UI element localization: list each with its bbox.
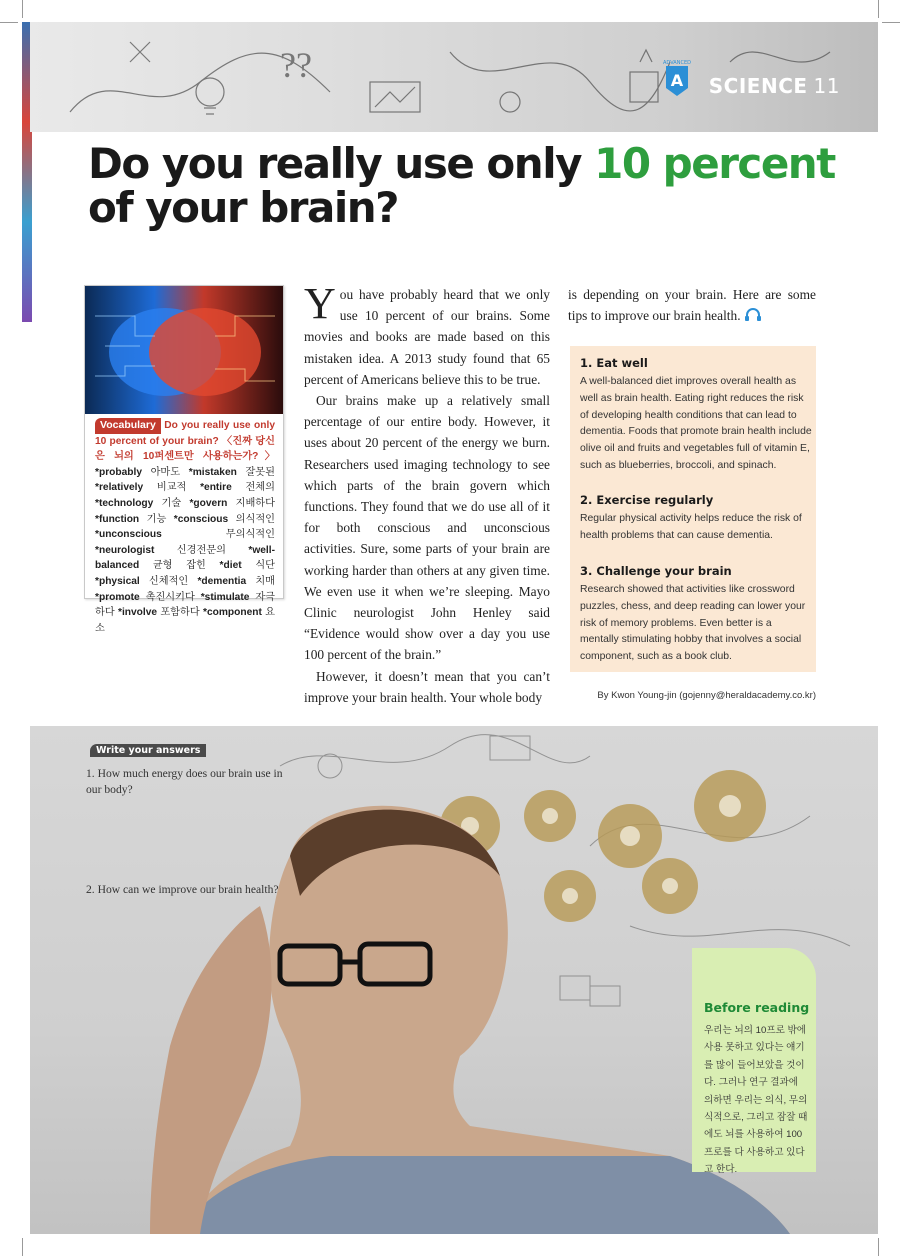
tip-body: A well-balanced diet improves overall health as well as brain health. Eating right reduces the risk of developing health conditions that can lead to dementia. Foods that promote brain health include olive oil and fruits and vegetables full of vitamin E, such as blueberries, broccoli, and spinach.	[580, 376, 812, 471]
crop-mark	[22, 1238, 23, 1256]
vocab-word: *stimulate	[194, 591, 256, 603]
article-paragraph: Our brains make up a relatively small percentage of our entire body. However, it uses about 20 percent of the energy we burn. Researchers used imaging technology to see which parts of the brain govern which functions. They found that we do use all of it for both conscious and unconscious activities. Sure, some parts of your brain are working harder than others at any given time. We even use it when we’re sleeping. Mayo Clinic neurologist John Henley said “Evidence would show over a day you use 100 percent of the brain.”	[304, 393, 550, 663]
vocab-word: *well-balanced	[95, 544, 275, 572]
vocab-word: *component	[199, 607, 266, 619]
vocab-word: *relatively	[95, 482, 157, 494]
section-name: SCIENCE	[708, 74, 808, 98]
vocab-word: *involve	[114, 607, 161, 619]
vocab-meaning: 촉진시키다	[145, 591, 195, 603]
article-paragraph: is depending on your brain. Here are some tips to improve our brain health.	[568, 287, 816, 324]
article-paragraph: You have probably heard that we only use 10 percent of our brains. Some movies and books are made based on this mistaken idea. A 2013 study found that 65 percent of Americans believe this to be true.	[304, 279, 550, 387]
vocab-meaning: 치매	[255, 575, 275, 587]
crop-mark	[882, 22, 900, 23]
vocab-meaning: 식단	[255, 560, 275, 572]
vocab-meaning: 아마도	[150, 466, 181, 478]
vocab-word: *conscious	[166, 513, 236, 525]
vocab-word: *neurologist	[95, 544, 177, 556]
vocabulary-entries	[95, 467, 275, 634]
vocab-meaning: 잘못된	[245, 466, 275, 478]
tip-body: Research showed that activities like crossword puzzles, chess, and deep reading can lower your risk of memory problems. Even better is a mentally stimulating hobby that involves a social component, such as a book club.	[580, 584, 806, 663]
vocab-meaning: 기술	[161, 497, 182, 509]
vocab-word: *dementia	[188, 575, 256, 587]
svg-text:A: A	[670, 71, 684, 90]
headline-highlight: 10 percent	[594, 139, 835, 188]
vocab-meaning: 신경전문의	[176, 544, 227, 556]
before-reading-box	[692, 948, 816, 1176]
vocab-word: *diet	[205, 560, 256, 572]
vocab-meaning: 비교적	[156, 482, 187, 494]
vocab-word: *unconscious	[95, 529, 226, 541]
vocab-meaning: 기능	[146, 513, 167, 525]
tips-box	[570, 346, 816, 672]
vocab-meaning: 자극하다	[95, 591, 275, 619]
vocab-word: *physical	[95, 575, 149, 587]
article-column-1	[304, 279, 550, 708]
vocabulary-card	[84, 285, 284, 634]
vocab-meaning: 요소	[95, 607, 275, 634]
page-number: 11	[813, 74, 840, 98]
vocab-meaning: 포함하다	[160, 607, 200, 619]
vocabulary-tag: Vocabulary	[95, 418, 161, 434]
section-label	[709, 74, 840, 98]
vocab-word: *probably	[95, 466, 151, 478]
write-answers-tag: Write your answers	[90, 744, 206, 757]
vocabulary-text	[95, 418, 275, 636]
vocab-word: *promote	[95, 591, 146, 603]
crop-mark	[878, 1238, 879, 1256]
svg-text:ADVANCED: ADVANCED	[663, 60, 691, 66]
article-column-2	[568, 284, 816, 326]
question-1: 1. How much energy does our brain use in our body?	[86, 767, 283, 796]
vocab-word: *technology	[95, 497, 162, 509]
before-reading-text: 우리는 뇌의 10프로 밖에 사용 못하고 있다는 얘기를 많이 들어보았을 것이다. 그러나 연구 결과에 의하면 우리는 의식, 무의식적으로, 그리고 잠잘 때에도 뇌를 사용하여 100프로를 다 사용하고 있다고 한다.	[704, 1025, 808, 1176]
vocab-word: *mistaken	[180, 466, 246, 478]
vocab-meaning: 지배하다	[235, 497, 275, 509]
vocab-meaning: 균형 잡힌	[152, 560, 206, 572]
vocab-meaning: 전체의	[245, 482, 275, 494]
drop-cap: Y	[304, 279, 336, 328]
headphones-icon	[744, 308, 762, 322]
article-paragraph: However, it doesn’t mean that you can’t improve your brain health. Your whole body	[304, 668, 550, 705]
vocab-meaning: 의식적인	[235, 513, 276, 525]
page-title: Do you really use only 10 percent of your brain?	[88, 139, 835, 232]
before-reading-title: Before reading	[704, 1000, 810, 1015]
vocabulary-title-kr: 〈진짜 당신은 뇌의 10퍼센트만 사용하는가?〉	[95, 435, 275, 463]
vocab-word: *function	[95, 513, 147, 525]
vocab-meaning: 무의식적인	[225, 529, 275, 541]
vocab-word: *entire	[186, 482, 246, 494]
tip-heading: 2. Exercise regularly	[580, 493, 714, 507]
brain-image	[85, 286, 283, 414]
svg-text:??: ??	[280, 45, 312, 85]
crop-mark	[878, 0, 879, 18]
vocab-meaning: 신체적인	[148, 575, 189, 587]
tip-body: Regular physical activity helps reduce the risk of health problems that can cause dementia.	[580, 513, 802, 541]
crop-mark	[22, 0, 23, 18]
crop-mark	[0, 22, 18, 23]
question-2: 2. How can we improve our brain health?	[86, 883, 279, 896]
vocab-word: *govern	[181, 497, 236, 509]
tip-heading: 1. Eat well	[580, 356, 648, 370]
tip-heading: 3. Challenge your brain	[580, 564, 732, 578]
advanced-badge-icon	[662, 58, 692, 98]
byline: By Kwon Young-jin (gojenny@heraldacademy.co.kr)	[597, 690, 816, 701]
vocabulary-title: Do you really use only 10 percent of your brain?	[95, 420, 275, 447]
